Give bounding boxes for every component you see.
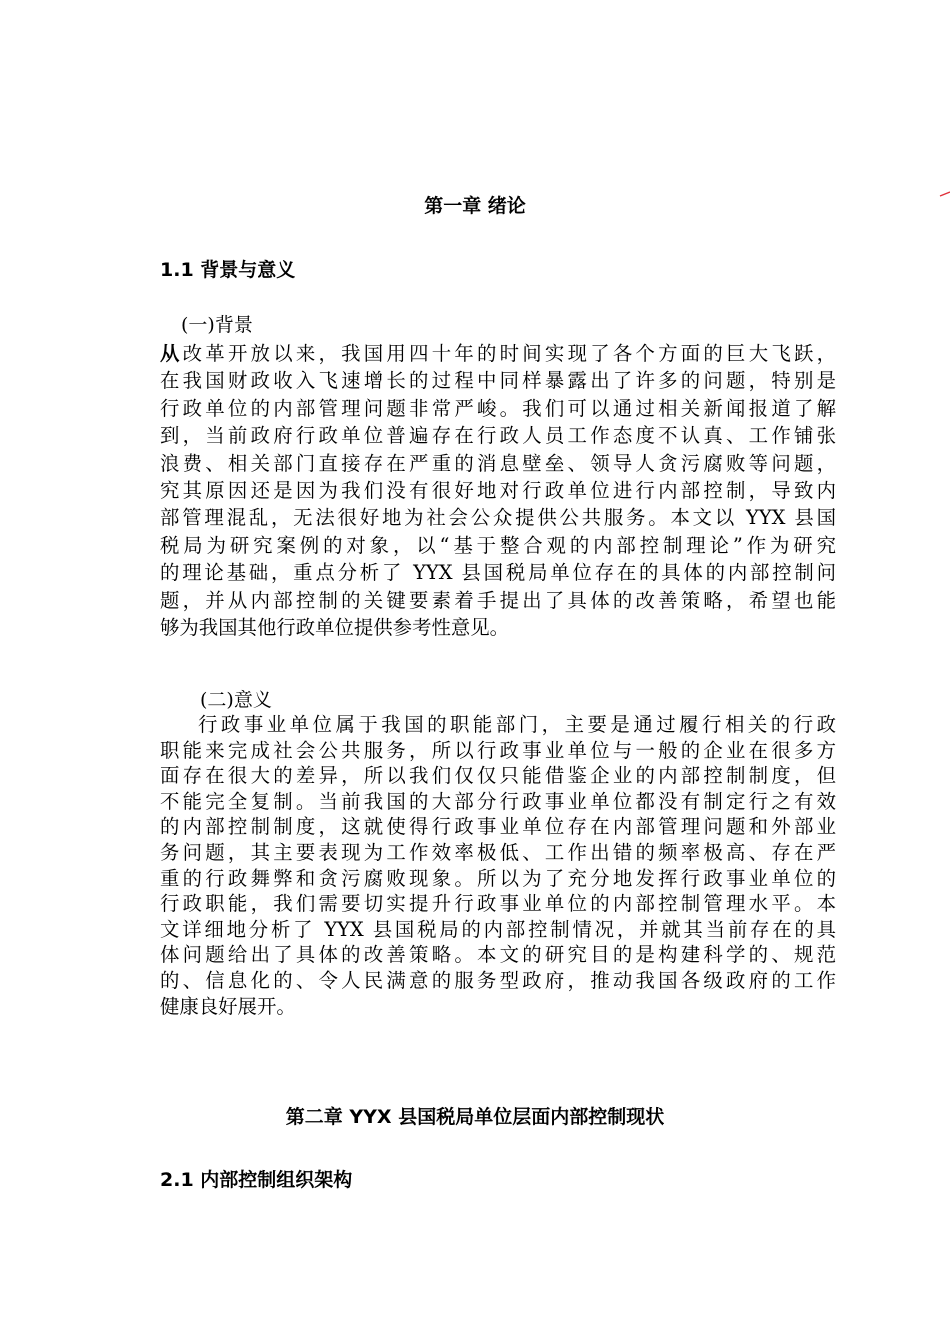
paragraph-line: 税局为研究案例的对象，以“基于整合观的内部控制理论”作为研究: [160, 533, 836, 557]
paragraph-line: 的、信息化的、令人民满意的服务型政府，推动我国各级政府的工作: [160, 968, 836, 992]
paragraph-line: 行政单位的内部管理问题非常严峻。我们可以通过相关新闻报道了解: [160, 396, 836, 420]
chapter-2-title: 第二章 YYX 县国税局单位层面内部控制现状: [285, 1106, 665, 1128]
paragraph-line: 面存在很大的差异，所以我们仅仅只能借鉴企业的内部控制制度，但: [160, 764, 836, 788]
background-heading: (一)背景: [181, 314, 253, 336]
paragraph-line: 重的行政舞弊和贪污腐败现象。所以为了充分地发挥行政事业单位的: [160, 866, 836, 890]
paragraph-line: 浪费、相关部门直接存在严重的消息壁垒、领导人贪污腐败等问题，: [160, 451, 836, 475]
paragraph-line: 健康良好展开。: [160, 994, 296, 1018]
paragraph-line: 到，当前政府行政单位普遍存在行政人员工作态度不认真、工作铺张: [160, 424, 836, 448]
paragraph-line: 务问题，其主要表现为工作效率极低、工作出错的频率极高、存在严: [160, 840, 836, 864]
significance-paragraph: [160, 712, 836, 1019]
paragraph-line: 究其原因还是因为我们没有很好地对行政单位进行内部控制，导致内: [160, 478, 836, 502]
paragraph-line: 在我国财政收入飞速增长的过程中同样暴露出了许多的问题，特别是: [160, 369, 836, 393]
paragraph-line: 够为我国其他行政单位提供参考性意见。: [160, 615, 510, 639]
paragraph-line: 从改革开放以来，我国用四十年的时间实现了各个方面的巨大飞跃，: [160, 342, 837, 365]
background-paragraph: [160, 340, 836, 641]
section-1-1-title: 1.1 背景与意义: [160, 259, 296, 281]
paragraph-line: 的内部控制制度，这就使得行政事业单位存在内部管理问题和外部业: [160, 815, 836, 839]
paragraph-line: 职能来完成社会公共服务，所以行政事业单位与一般的企业在很多方: [160, 738, 836, 762]
significance-heading: (二)意义: [200, 689, 272, 711]
paragraph-line: 行政职能，我们需要切实提升行政事业单位的内部控制管理水平。本: [160, 892, 836, 916]
paragraph-line: 的理论基础，重点分析了 YYX 县国税局单位存在的具体的内部控制问: [160, 561, 836, 585]
paragraph-line: 题，并从内部控制的关键要素着手提出了具体的改善策略，希望也能: [160, 588, 836, 612]
paragraph-line: 文详细地分析了 YYX 县国税局的内部控制情况，并就其当前存在的具: [160, 917, 836, 941]
paragraph-line: 不能完全复制。当前我国的大部分行政事业单位都没有制定行之有效: [160, 789, 836, 813]
paragraph-line: 部管理混乱，无法很好地为社会公众提供公共服务。本文以 YYX 县国: [160, 506, 836, 530]
paragraph-line: 行政事业单位属于我国的职能部门，主要是通过履行相关的行政: [198, 713, 836, 736]
drop-char: 从: [160, 342, 183, 365]
chapter-1-title: 第一章 绪论: [424, 195, 526, 217]
paragraph-line: 体问题给出了具体的改善策略。本文的研究目的是构建科学的、规范: [160, 943, 836, 967]
section-2-1-title: 2.1 内部控制组织架构: [160, 1169, 353, 1191]
